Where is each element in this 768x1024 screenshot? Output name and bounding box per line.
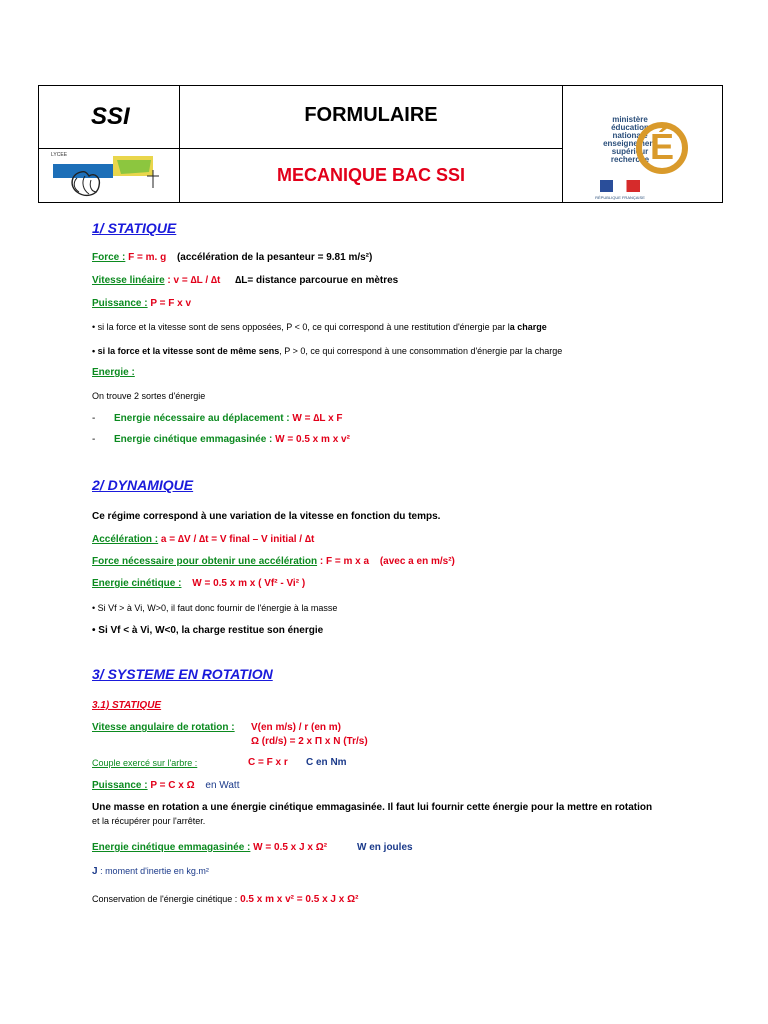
force-line: Force : F = m. g (accélération de la pesanteur = 9.81 m/s²) (92, 252, 373, 263)
energie-emmagasinee-line: Energie cinétique emmagasinée : W = 0.5 x J x Ω² (92, 842, 328, 853)
moment-inertie-line: J : moment d'inertie en kg.m² (92, 866, 209, 877)
ssi-label: SSI (91, 103, 130, 130)
subsection-statique: 3.1) STATIQUE (92, 700, 162, 711)
republique-francaise-logo: RÉPUBLIQUE FRANÇAISE (590, 180, 650, 200)
dash-item-deplacement: - Energie nécessaire au déplacement : W = ∆L x F (92, 413, 343, 424)
masse-rotation-line-2: et la récupérer pour l'arrêter. (92, 816, 206, 826)
header-divider (39, 148, 562, 149)
force-acceleration-line: Force nécessaire pour obtenir une accélération : F = m x a (avec a en m/s²) (92, 556, 455, 567)
bullet-vf-less: • Si Vf < à Vi, W<0, la charge restitue son énergie (92, 625, 324, 636)
bullet-same: • si la force et la vitesse sont de même sens, P > 0, ce qui correspond à une consommation d'énergie par la charge (92, 346, 563, 356)
masse-rotation-line-1: Une masse en rotation a une énergie cinétique emmagasinée. Il faut lui fournir cette énergie pour la mettre en rotation (92, 802, 653, 813)
section-title-rotation: 3/ SYSTEME EN ROTATION (92, 666, 273, 682)
ministry-text: ministère éducation nationale enseignement supérieur recherche (603, 115, 657, 164)
vitesse-angulaire-formula-1: V(en m/s) / r (en m) (251, 722, 342, 733)
header-box (38, 85, 723, 203)
section-title-statique: 1/ STATIQUE (92, 220, 177, 236)
flag-icon (600, 180, 640, 192)
energie-unit: W en joules (357, 842, 413, 853)
ministry-e-emblem: É (636, 122, 688, 174)
couple-formula: C = F x r (248, 757, 288, 768)
puissance-rotation-line: Puissance : P = C x Ω en Watt (92, 780, 240, 791)
dynamique-intro: Ce régime correspond à une variation de la vitesse en fonction du temps. (92, 511, 441, 522)
bullet-opposite: • si la force et la vitesse sont de sens opposées, P < 0, ce qui correspond à une restitution d'énergie par la charge (92, 322, 547, 332)
vitesse-line: Vitesse linéaire : v = ∆L / ∆t ∆L= distance parcourue en mètres (92, 275, 399, 286)
document-title: FORMULAIRE (304, 104, 438, 126)
vitesse-angulaire-label: Vitesse angulaire de rotation : (92, 722, 235, 733)
puissance-line: Puissance : P = F x v (92, 298, 192, 309)
bullet-vf-greater: • Si Vf > à Vi, W>0, il faut donc fournir de l'énergie à la masse (92, 603, 338, 613)
section-title-dynamique: 2/ DYNAMIQUE (92, 477, 194, 493)
vitesse-angulaire-formula-2: Ω (rd/s) = 2 x Π x N (Tr/s) (251, 736, 368, 747)
dash-item-cinetique: - Energie cinétique emmagasinée : W = 0.5 x m x v² (92, 434, 350, 445)
couple-line: Couple exercé sur l'arbre : (92, 758, 198, 768)
energie-label: Energie : (92, 367, 135, 378)
acceleration-line: Accélération : a = ∆V / ∆t = V final – V initial / ∆t (92, 534, 315, 545)
couple-unit: C en Nm (306, 757, 347, 768)
ministry-logo (563, 86, 723, 202)
lycee-logo: LYCEE (51, 152, 161, 200)
on-trouve-text: On trouve 2 sortes d'énergie (92, 391, 206, 401)
document-subtitle: MECANIQUE BAC SSI (276, 165, 465, 185)
conservation-line: Conservation de l'énergie cinétique : 0.5 x m x v² = 0.5 x J x Ω² (92, 894, 359, 905)
energie-cinetique-line: Energie cinétique : W = 0.5 x m x ( Vf² - Vi² ) (92, 578, 306, 589)
